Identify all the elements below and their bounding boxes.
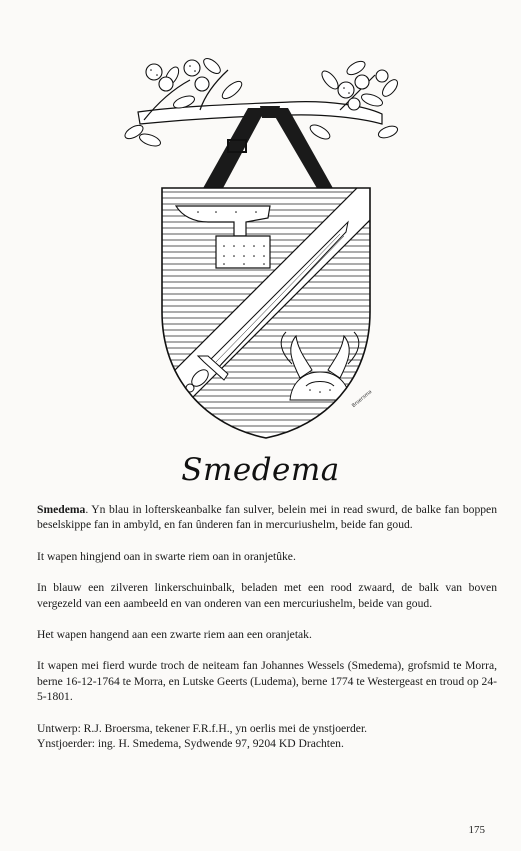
frisian-hanging: It wapen hingjend oan in swarte riem oan in oranjetûke. (37, 549, 296, 563)
dutch-blazon: In blauw een zilveren linkerschuinbalk, beladen met een rood zwaard, de balk van boven vergezeld van een aambeeld en van onderen van een mercuriushelm, beide van goud. (37, 581, 497, 610)
design-credit: Untwerp: R.J. Broersma, tekener F.R.f.H., yn oerlis mei de ynstjoerder. (37, 721, 368, 735)
orange-dots (150, 65, 350, 94)
page-number: 175 (468, 824, 485, 836)
frisian-blazon (37, 502, 497, 533)
black-strap (202, 106, 334, 190)
submitter-info: Ynstjoerder: ing. H. Smedema, Sydwende 97, 9204 KD Drachten. (37, 737, 344, 751)
artist-signature: Broersma (350, 388, 374, 410)
family-name-title: Smedema (181, 452, 340, 488)
family-name-bold: Smedema (37, 503, 86, 516)
blazon-text (37, 502, 497, 751)
dutch-hanging: Het wapen hangend aan een zwarte riem aan een oranjetak. (37, 628, 312, 642)
frisian-blazon-body: . Yn blau in lofterskeanbalke fan sulver, belein mei in read swurd, de balke fan boppen beselskippe fan in ambyld, en fan ûnderen fan in mercuriushelm, beide fan goud. (37, 503, 497, 532)
shield-field (160, 171, 374, 442)
history-paragraph: It wapen mei fierd wurde troch de neiteam fan Johannes Wessels (Smedema), grofsmid te Morra, berne 16-12-1764 te Morra, en Lutske Geerts (Ludema), berne 1774 te Westergeast en troud op 24-5-1801. (37, 659, 497, 704)
